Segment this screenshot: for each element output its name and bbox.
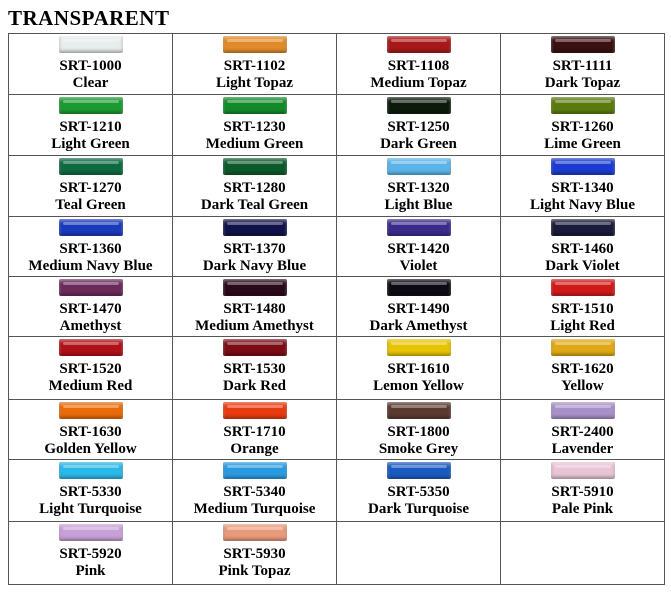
glass-rod-swatch xyxy=(223,402,287,419)
color-cell xyxy=(501,95,665,156)
product-code: SRT-1250 xyxy=(387,119,450,135)
product-code: SRT-5910 xyxy=(551,484,614,500)
product-code: SRT-1460 xyxy=(551,241,614,257)
color-cell xyxy=(337,337,501,400)
glass-rod-swatch xyxy=(551,279,615,296)
product-code: SRT-1230 xyxy=(223,119,286,135)
table-row xyxy=(9,95,665,156)
color-cell xyxy=(173,400,337,460)
product-code: SRT-1470 xyxy=(59,301,122,317)
color-name: Orange xyxy=(230,441,279,457)
product-code: SRT-5350 xyxy=(387,484,450,500)
color-cell xyxy=(337,460,501,522)
glass-rod-swatch xyxy=(387,279,451,296)
color-cell xyxy=(173,34,337,95)
color-cell xyxy=(501,400,665,460)
color-cell xyxy=(173,337,337,400)
color-name: Yellow xyxy=(561,378,604,394)
product-code: SRT-1370 xyxy=(223,241,286,257)
table-row xyxy=(9,217,665,277)
glass-rod-swatch xyxy=(223,97,287,114)
product-code: SRT-1620 xyxy=(551,361,614,377)
color-cell xyxy=(173,156,337,217)
color-cell xyxy=(501,277,665,337)
glass-rod-swatch xyxy=(551,158,615,175)
color-name: Lime Green xyxy=(544,136,621,152)
color-cell xyxy=(501,156,665,217)
glass-rod-swatch xyxy=(551,97,615,114)
color-cell xyxy=(9,156,173,217)
color-cell xyxy=(9,277,173,337)
color-cell xyxy=(173,217,337,277)
glass-rod-swatch xyxy=(223,524,287,541)
glass-rod-swatch xyxy=(59,97,123,114)
product-code: SRT-1000 xyxy=(59,58,122,74)
color-cell xyxy=(337,34,501,95)
color-name: Dark Teal Green xyxy=(200,197,309,213)
color-name: Medium Navy Blue xyxy=(28,258,153,274)
glass-rod-swatch xyxy=(387,158,451,175)
table-row xyxy=(9,400,665,460)
color-cell xyxy=(9,400,173,460)
glass-rod-swatch xyxy=(387,402,451,419)
product-code: SRT-1530 xyxy=(223,361,286,377)
color-cell xyxy=(173,277,337,337)
product-code: SRT-5920 xyxy=(59,546,122,562)
color-name: Dark Turquoise xyxy=(367,501,469,517)
glass-rod-swatch xyxy=(59,524,123,541)
color-cell xyxy=(9,522,173,585)
glass-rod-swatch xyxy=(223,158,287,175)
color-name: Golden Yellow xyxy=(44,441,137,457)
product-code: SRT-1360 xyxy=(59,241,122,257)
table-row xyxy=(9,522,665,585)
table-row xyxy=(9,337,665,400)
color-name: Light Green xyxy=(51,136,130,152)
color-cell xyxy=(173,460,337,522)
color-cell xyxy=(337,217,501,277)
color-cell xyxy=(337,400,501,460)
product-code: SRT-1260 xyxy=(551,119,614,135)
table-row xyxy=(9,34,665,95)
glass-rod-swatch xyxy=(59,462,123,479)
color-name: Amethyst xyxy=(59,318,122,334)
color-name: Violet xyxy=(399,258,438,274)
color-cell xyxy=(9,337,173,400)
color-cell xyxy=(501,217,665,277)
color-cell xyxy=(337,522,501,585)
product-code: SRT-1420 xyxy=(387,241,450,257)
glass-rod-swatch xyxy=(551,339,615,356)
color-cell xyxy=(501,34,665,95)
product-code: SRT-1710 xyxy=(223,424,286,440)
color-chart-table xyxy=(8,33,665,585)
product-code: SRT-1320 xyxy=(387,180,450,196)
glass-rod-swatch xyxy=(387,97,451,114)
color-name: Pink xyxy=(75,563,106,579)
glass-rod-swatch xyxy=(387,462,451,479)
color-cell xyxy=(173,522,337,585)
color-cell xyxy=(9,217,173,277)
color-name: Dark Violet xyxy=(545,258,620,274)
glass-rod-swatch xyxy=(223,219,287,236)
color-name: Dark Green xyxy=(380,136,457,152)
color-name: Light Blue xyxy=(384,197,453,213)
product-code: SRT-1630 xyxy=(59,424,122,440)
glass-rod-swatch xyxy=(551,402,615,419)
glass-rod-swatch xyxy=(387,219,451,236)
color-name: Medium Topaz xyxy=(370,75,467,91)
product-code: SRT-1510 xyxy=(551,301,614,317)
product-code: SRT-1340 xyxy=(551,180,614,196)
glass-rod-swatch xyxy=(387,339,451,356)
color-name: Medium Red xyxy=(48,378,133,394)
glass-rod-swatch xyxy=(59,339,123,356)
product-code: SRT-1270 xyxy=(59,180,122,196)
color-name: Dark Amethyst xyxy=(369,318,468,334)
color-cell xyxy=(9,34,173,95)
color-cell xyxy=(337,277,501,337)
glass-rod-swatch xyxy=(223,36,287,53)
color-cell xyxy=(501,522,665,585)
color-name: Pink Topaz xyxy=(218,563,291,579)
color-name: Clear xyxy=(72,75,109,91)
glass-rod-swatch xyxy=(223,279,287,296)
page-title: TRANSPARENT xyxy=(8,6,170,30)
color-name: Lavender xyxy=(551,441,614,457)
glass-rod-swatch xyxy=(551,219,615,236)
product-code: SRT-1480 xyxy=(223,301,286,317)
color-name: Medium Green xyxy=(205,136,304,152)
glass-rod-swatch xyxy=(223,339,287,356)
color-name: Medium Turquoise xyxy=(193,501,316,517)
product-code: SRT-1111 xyxy=(552,58,613,74)
table-row xyxy=(9,156,665,217)
color-name: Dark Topaz xyxy=(544,75,621,91)
color-name: Teal Green xyxy=(55,197,126,213)
glass-rod-swatch xyxy=(223,462,287,479)
color-cell xyxy=(337,156,501,217)
glass-rod-swatch xyxy=(59,279,123,296)
table-row xyxy=(9,277,665,337)
glass-rod-swatch xyxy=(59,36,123,53)
table-row xyxy=(9,460,665,522)
color-cell xyxy=(501,337,665,400)
product-code: SRT-1102 xyxy=(223,58,286,74)
color-name: Dark Red xyxy=(223,378,286,394)
color-name: Light Turquoise xyxy=(39,501,142,517)
product-code: SRT-1520 xyxy=(59,361,122,377)
color-cell xyxy=(173,95,337,156)
color-name: Dark Navy Blue xyxy=(202,258,307,274)
product-code: SRT-1108 xyxy=(387,58,450,74)
color-name: Light Topaz xyxy=(215,75,294,91)
color-name: Smoke Grey xyxy=(378,441,459,457)
glass-rod-swatch xyxy=(387,36,451,53)
color-name: Medium Amethyst xyxy=(195,318,314,334)
color-cell xyxy=(9,95,173,156)
color-cell xyxy=(501,460,665,522)
color-name: Light Navy Blue xyxy=(529,197,635,213)
color-cell xyxy=(9,460,173,522)
product-code: SRT-5340 xyxy=(223,484,286,500)
glass-rod-swatch xyxy=(59,219,123,236)
product-code: SRT-5330 xyxy=(59,484,122,500)
glass-rod-swatch xyxy=(551,462,615,479)
product-code: SRT-1800 xyxy=(387,424,450,440)
product-code: SRT-1280 xyxy=(223,180,286,196)
product-code: SRT-2400 xyxy=(551,424,614,440)
color-cell xyxy=(337,95,501,156)
glass-rod-swatch xyxy=(59,402,123,419)
color-name: Pale Pink xyxy=(551,501,614,517)
glass-rod-swatch xyxy=(59,158,123,175)
product-code: SRT-1610 xyxy=(387,361,450,377)
product-code: SRT-1490 xyxy=(387,301,450,317)
color-name: Light Red xyxy=(550,318,615,334)
glass-rod-swatch xyxy=(551,36,615,53)
product-code: SRT-1210 xyxy=(59,119,122,135)
product-code: SRT-5930 xyxy=(223,546,286,562)
color-name: Lemon Yellow xyxy=(373,378,464,394)
